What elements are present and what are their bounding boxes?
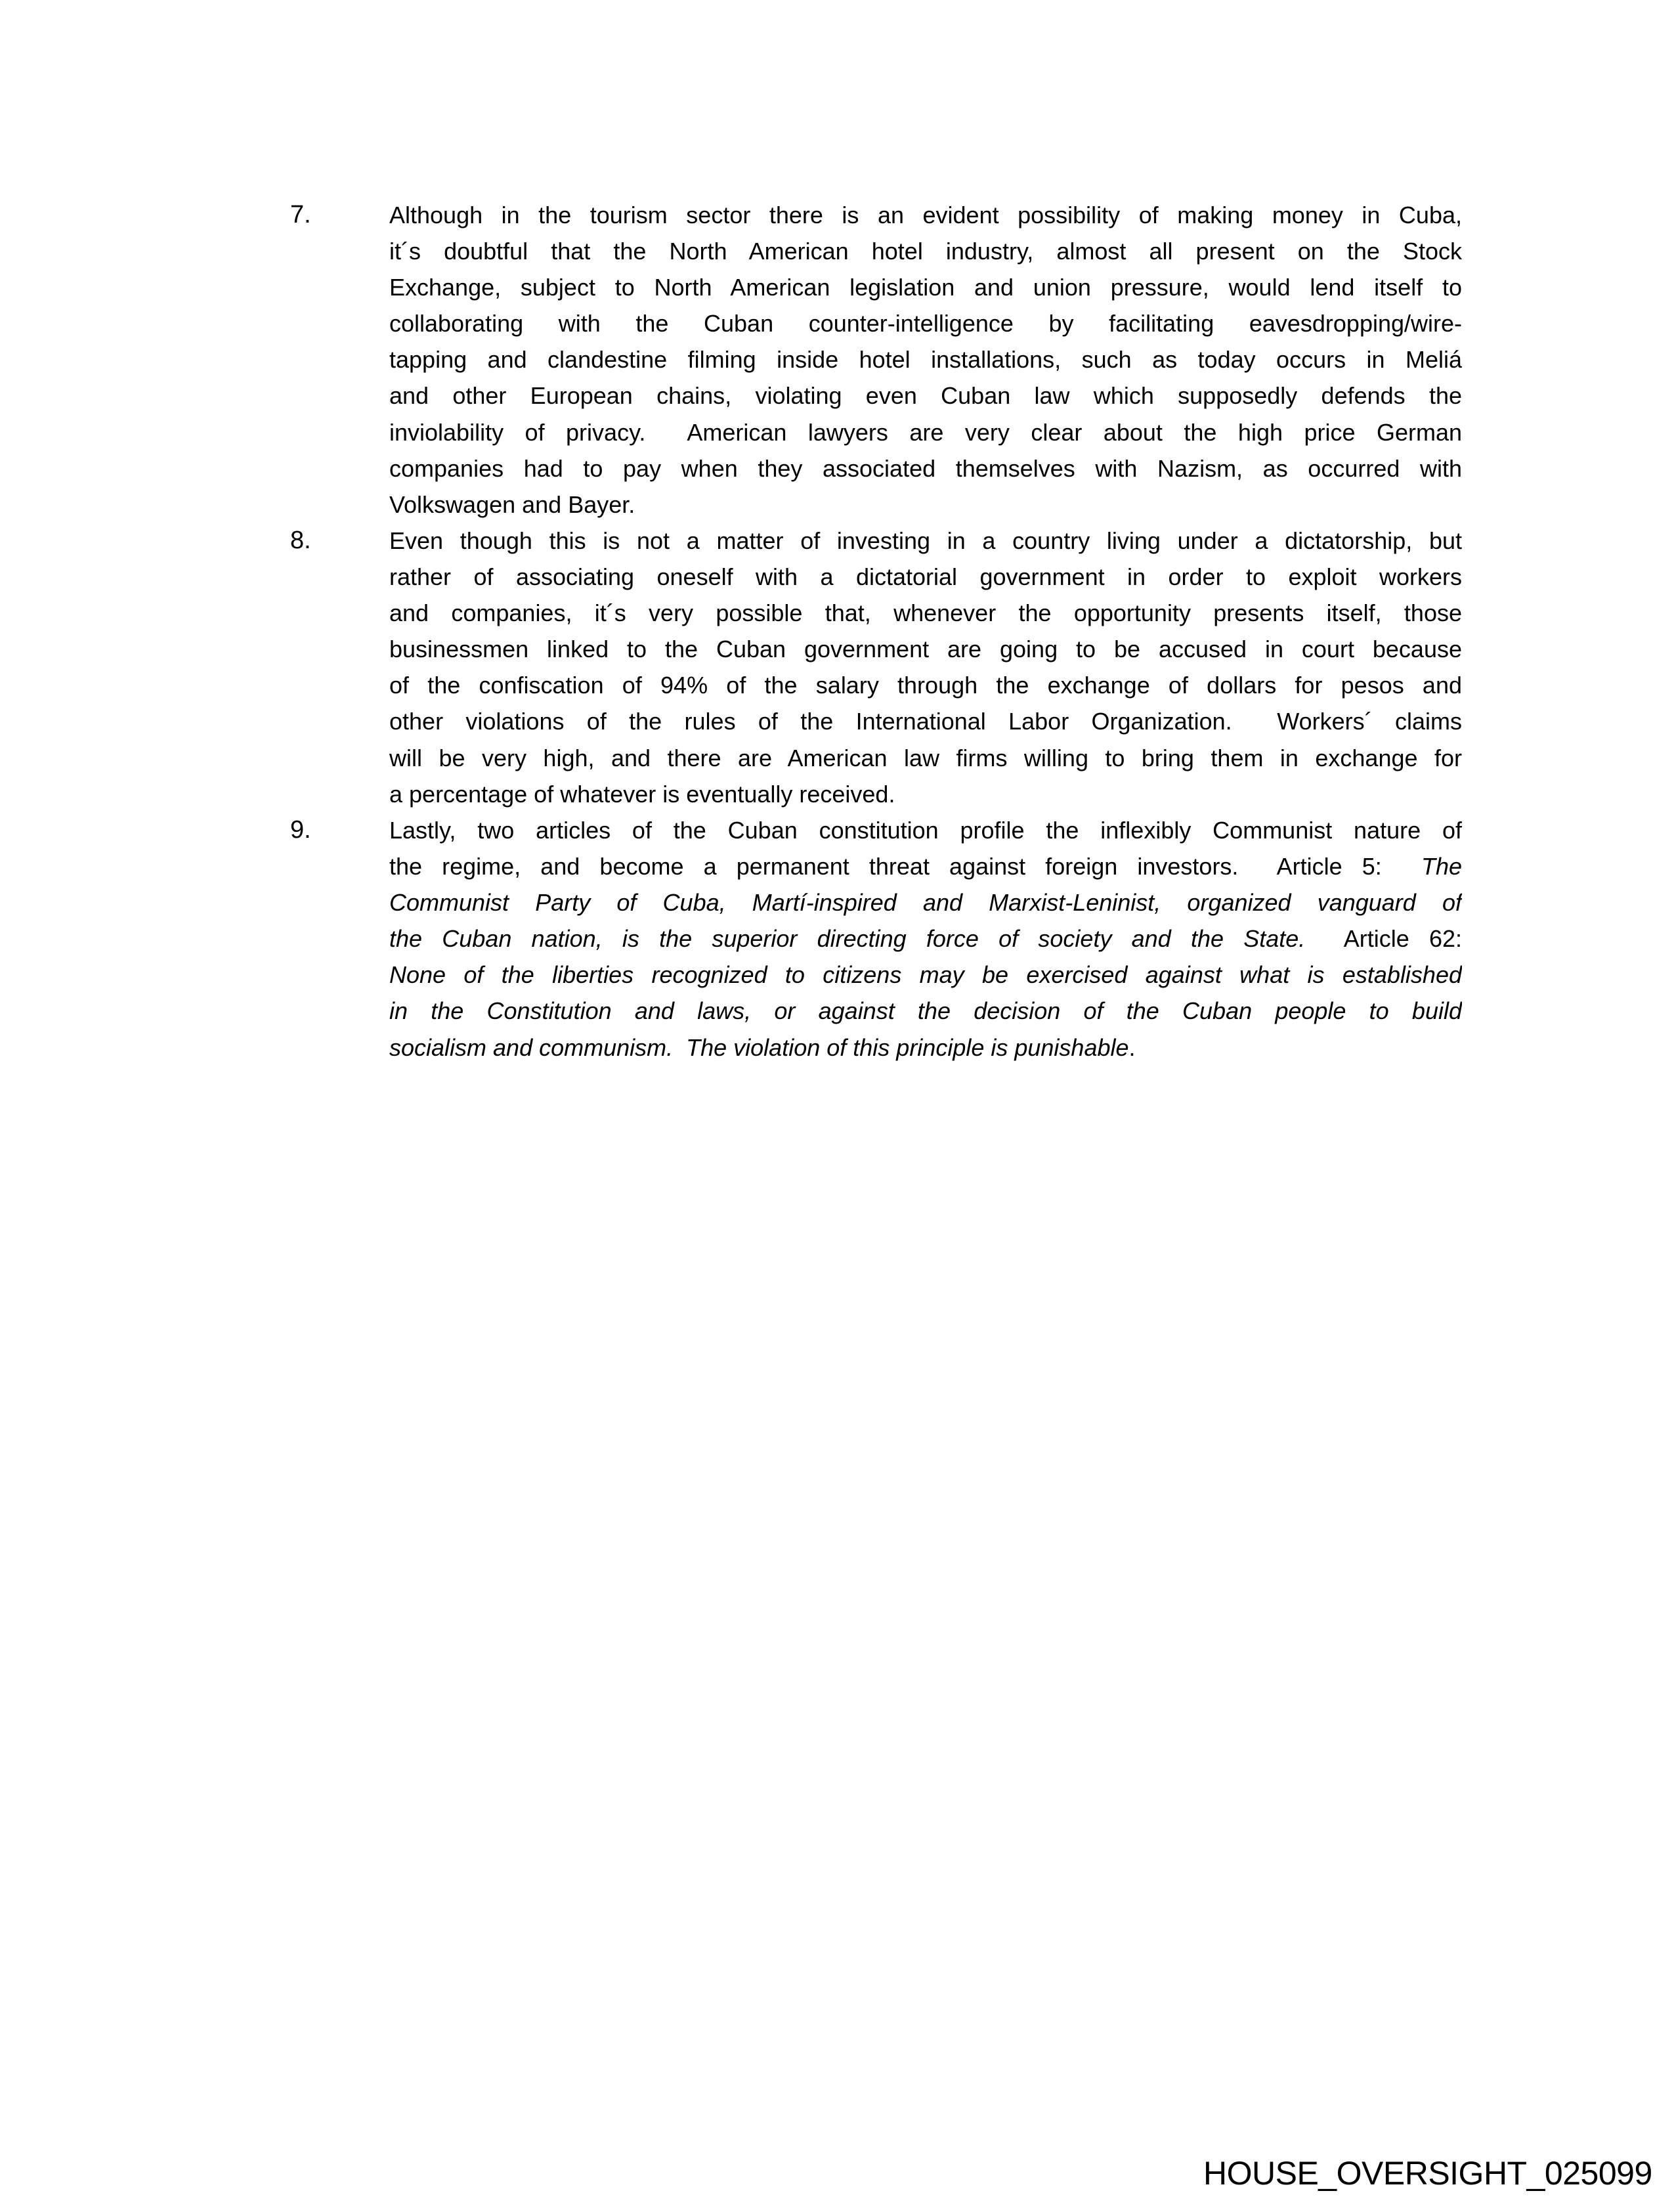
text-segment: companies had to pay when they associated themselves with Nazism, as occurred with [389, 454, 1462, 482]
text-line [389, 414, 1462, 450]
text-line [389, 197, 1462, 233]
text-segment: and companies, it´s very possible that, whenever the opportunity presents itself, those [389, 599, 1462, 627]
paragraph-text [389, 523, 1462, 812]
text-line [389, 305, 1462, 341]
paragraph-text [389, 197, 1462, 523]
text-segment: and other European chains, violating even Cuban law which supposedly defends the [389, 382, 1462, 410]
italic-quote-text: in the Constitution and laws, or against the decision of the Cuban people to build [389, 997, 1462, 1025]
paragraph-number: 8. [290, 527, 311, 554]
text-line [389, 884, 1462, 921]
text-segment: inviolability of privacy. American lawyers are very clear about the high price German [389, 418, 1462, 446]
paragraph-number: 7. [290, 201, 311, 228]
text-line [389, 776, 1462, 812]
text-line [389, 559, 1462, 595]
text-segment: the regime, and become a permanent threat against foreign investors. Article 5: [389, 853, 1421, 880]
text-line [389, 523, 1462, 559]
italic-quote-text: the Cuban nation, is the superior directing force of society and the State. [389, 925, 1306, 953]
text-line [389, 378, 1462, 414]
text-line [389, 848, 1462, 884]
text-segment: Although in the tourism sector there is an evident possibility of making money in Cuba, [389, 202, 1462, 228]
text-segment: of the confiscation of 94% of the salary through the exchange of dollars for pesos and [389, 672, 1462, 699]
text-line [389, 631, 1462, 667]
text-segment: it´s doubtful that the North American hotel industry, almost all present on the Stock [389, 238, 1462, 265]
text-segment: businessmen linked to the Cuban government are going to be accused in court because [389, 636, 1462, 663]
text-segment: Exchange, subject to North American legislation and union pressure, would lend itself to [389, 274, 1462, 301]
text-segment: Even though this is not a matter of investing in a country living under a dictatorship, but [389, 527, 1462, 554]
text-line [389, 740, 1462, 776]
text-segment: . [1128, 1033, 1136, 1061]
text-segment: a percentage of whatever is eventually received. [389, 780, 895, 808]
text-line [389, 667, 1462, 703]
text-line [389, 921, 1462, 957]
text-segment: tapping and clandestine filming inside hotel installations, such as today occurs in Meliá [389, 346, 1462, 374]
text-line [389, 993, 1462, 1029]
text-line [389, 595, 1462, 631]
text-line [389, 450, 1462, 487]
text-segment: Article 62: [1305, 925, 1462, 953]
text-line [389, 341, 1462, 378]
paragraph-number: 9. [290, 816, 311, 844]
italic-quote-text: The [1421, 853, 1462, 880]
text-segment: Lastly, two articles of the Cuban constitution profile the inflexibly Communist nature of [389, 817, 1462, 844]
text-segment: collaborating with the Cuban counter-intelligence by facilitating eavesdropping/wire- [389, 310, 1462, 337]
text-segment: other violations of the rules of the International Labor Organization. Workers´ claims [389, 708, 1462, 735]
text-segment: rather of associating oneself with a dictatorial government in order to exploit workers [389, 563, 1462, 591]
text-segment: Volkswagen and Bayer. [389, 490, 635, 518]
text-line [389, 812, 1462, 848]
text-line [389, 957, 1462, 993]
text-segment: will be very high, and there are American law firms willing to bring them in exchange for [389, 744, 1462, 771]
text-line [389, 269, 1462, 305]
italic-quote-text: socialism and communism. The violation of this principle is punishable [389, 1033, 1129, 1061]
italic-quote-text: Communist Party of Cuba, Martí-inspired and Marxist-Leninist, organized vanguard of [389, 889, 1462, 917]
italic-quote-text: None of the liberties recognized to citizens may be exercised against what is established [389, 961, 1462, 989]
text-line [389, 1030, 1462, 1066]
text-line [389, 703, 1462, 739]
text-line [389, 233, 1462, 269]
bates-stamp: HOUSE_OVERSIGHT_025099 [1203, 2155, 1652, 2192]
text-line [389, 487, 1462, 523]
paragraph-text [389, 812, 1462, 1066]
